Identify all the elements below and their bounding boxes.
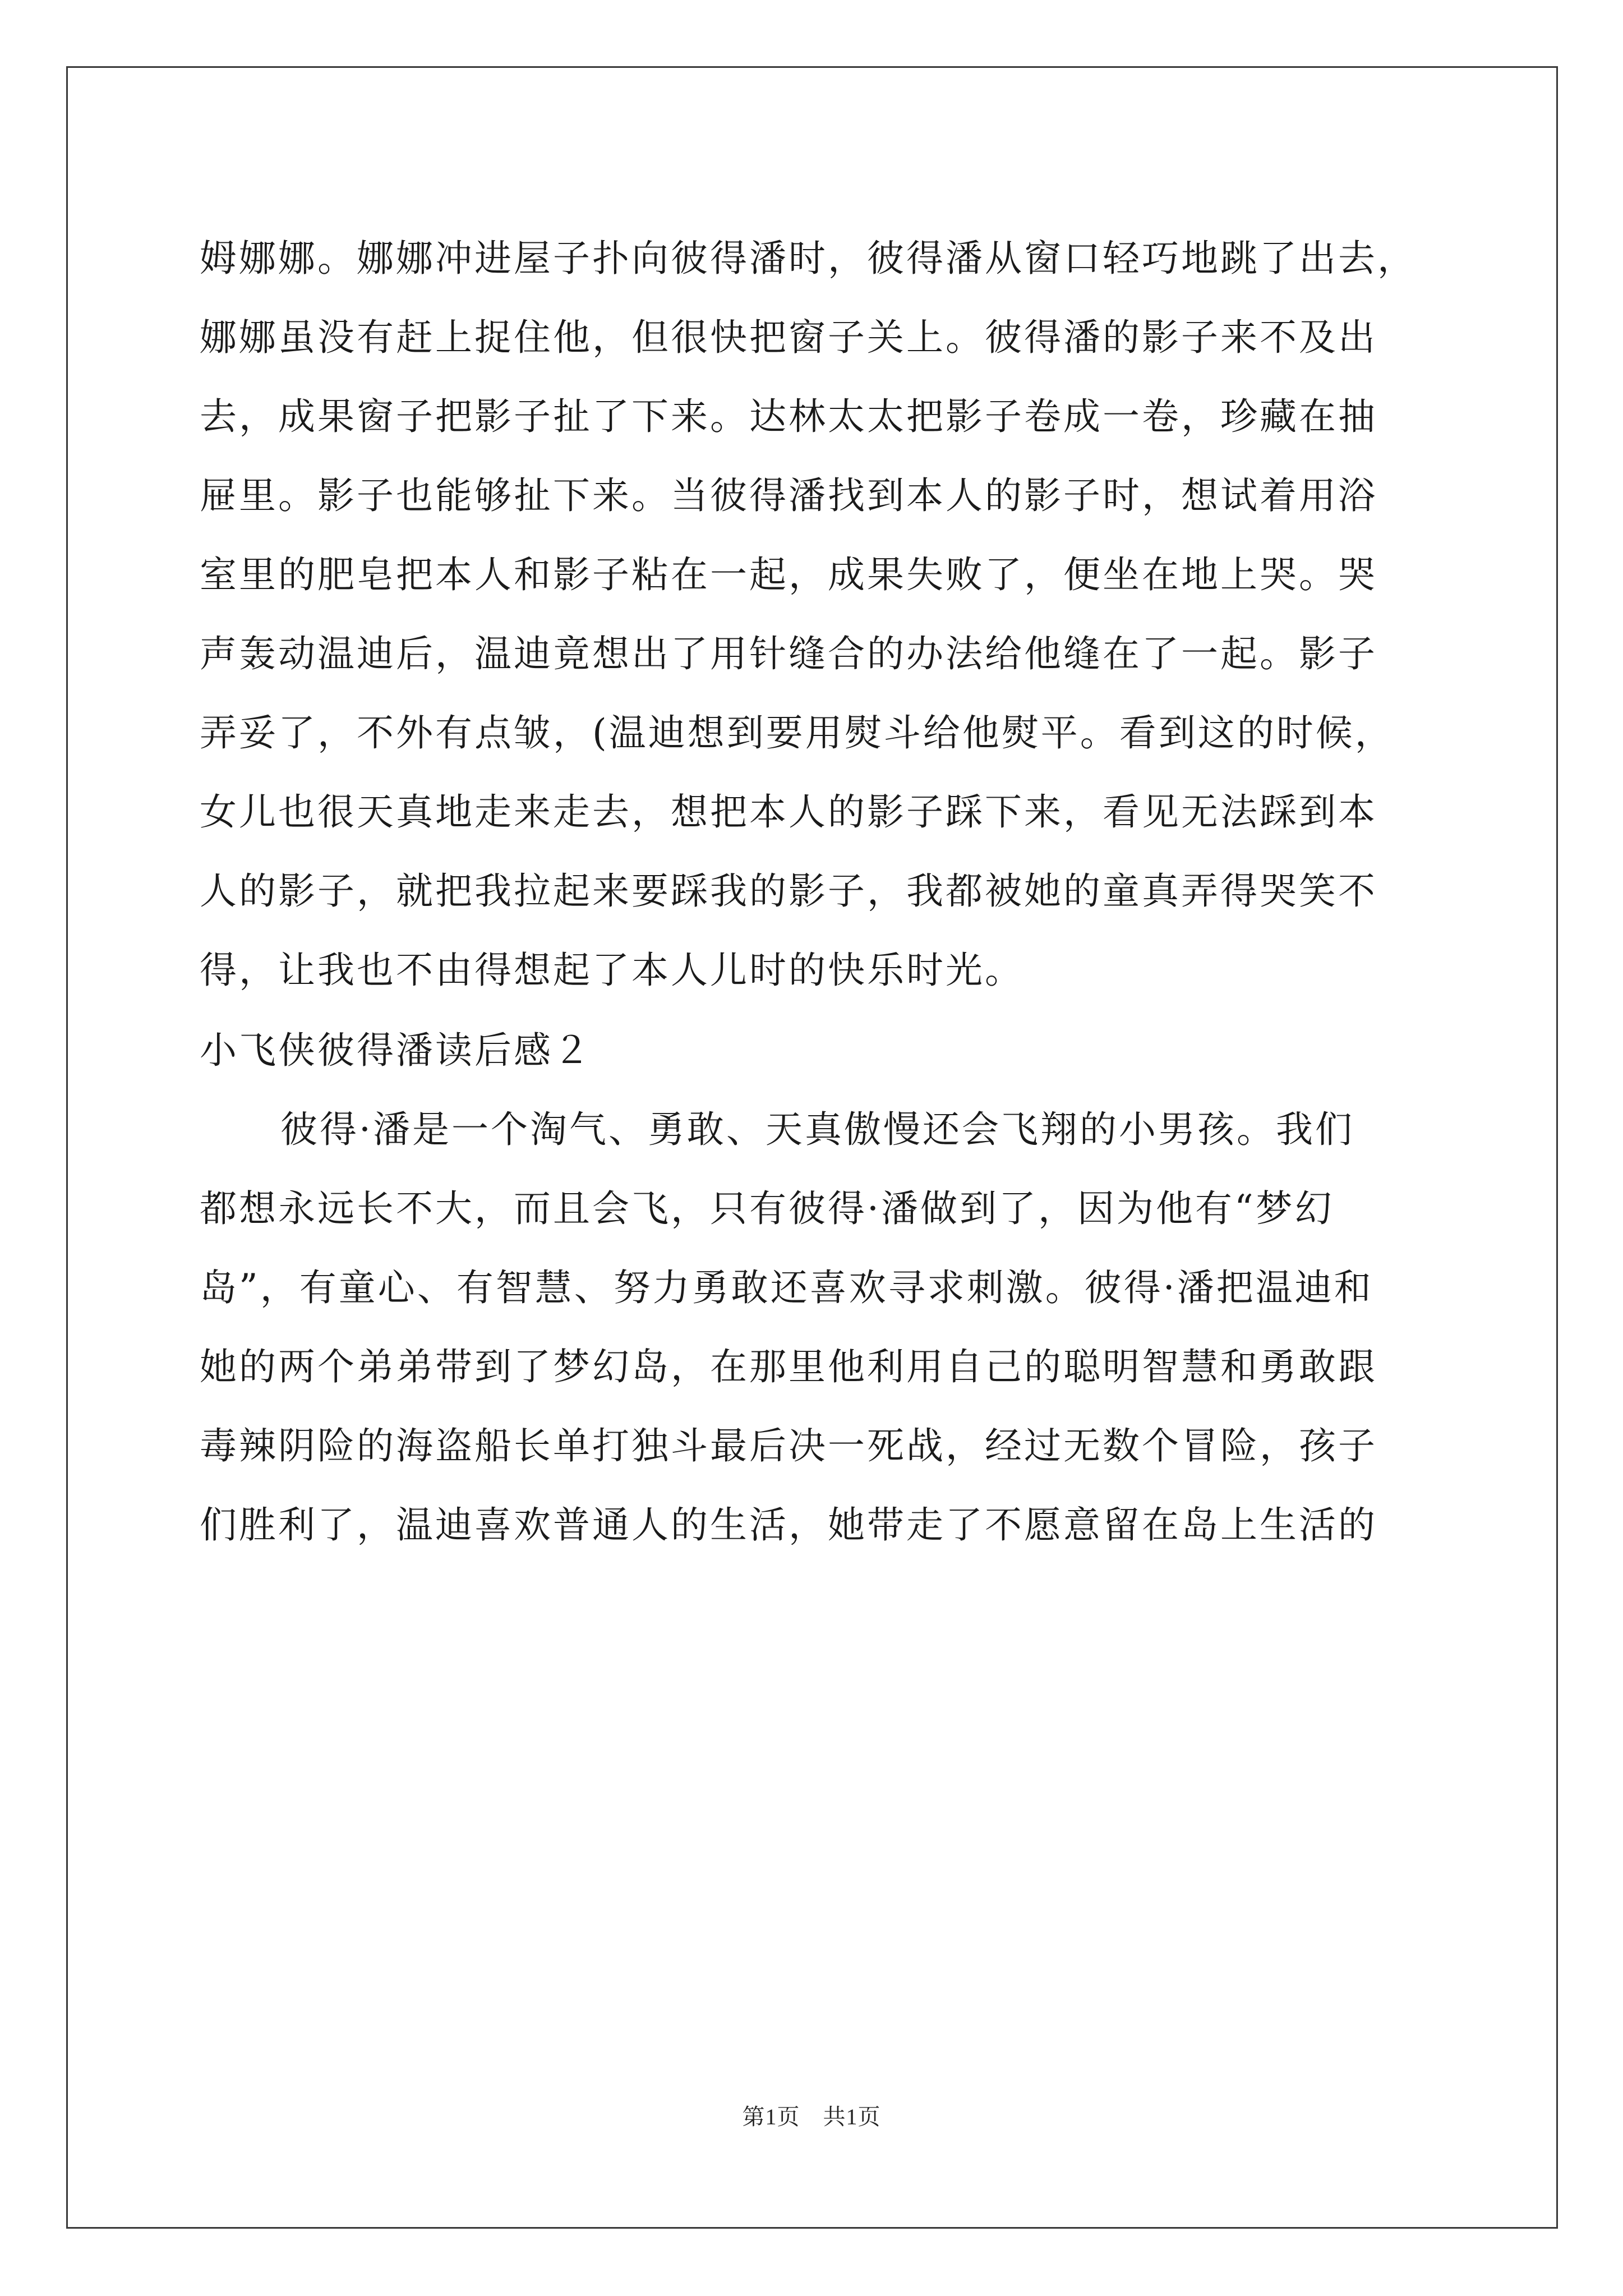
text-line: 得，让我也不由得想起了本人儿时的快乐时光。 <box>200 949 1024 992</box>
paragraph-1 <box>200 219 1439 1010</box>
text-line: 岛”，有童心、有智慧、努力勇敢还喜欢寻求刺激。彼得·潘把温迪和 <box>200 1266 1373 1309</box>
section-heading: 小飞侠彼得潘读后感２ <box>200 1029 592 1072</box>
text-line: 姆娜娜。娜娜冲进屋子扑向彼得潘时，彼得潘从窗口轻巧地跳了出去， <box>200 237 1417 280</box>
text-line: 女儿也很天真地走来走去，想把本人的影子踩下来，看见无法踩到本 <box>200 790 1377 834</box>
text-line: 毒辣阴险的海盗船长单打独斗最后决一死战，经过无数个冒险，孩子 <box>200 1424 1377 1467</box>
text-line: 人的影子，就把我拉起来要踩我的影子，我都被她的童真弄得哭笑不 <box>200 869 1377 913</box>
text-line: 娜娜虽没有赶上捉住他，但很快把窗子关上。彼得潘的影子来不及出 <box>200 316 1377 359</box>
text-line: 屉里。影子也能够扯下来。当彼得潘找到本人的影子时，想试着用浴 <box>200 474 1377 517</box>
text-line: 声轰动温迪后，温迪竟想出了用针缝合的办法给他缝在了一起。影子 <box>200 632 1377 675</box>
text-line: 彼得·潘是一个淘气、勇敢、天真傲慢还会飞翔的小男孩。我们 <box>280 1108 1354 1151</box>
text-line: 弄妥了，不外有点皱，(温迪想到要用熨斗给他熨平。看到这的时候， <box>200 711 1394 754</box>
text-line: 她的两个弟弟带到了梦幻岛，在那里他利用自己的聪明智慧和勇敢跟 <box>200 1345 1377 1388</box>
text-line: 去，成果窗子把影子扯了下来。达林太太把影子卷成一卷，珍藏在抽 <box>200 395 1377 438</box>
text-line: 室里的肥皂把本人和影子粘在一起，成果失败了，便坐在地上哭。哭 <box>200 553 1377 596</box>
document-body <box>200 219 1439 1565</box>
text-line: 们胜利了，温迪喜欢普通人的生活，她带走了不愿意留在岛上生活的 <box>200 1503 1377 1547</box>
page-number-footer: 第1页 共1页 <box>742 2104 881 2129</box>
paragraph-2 <box>200 1090 1439 1565</box>
text-line: 都想永远长不大，而且会飞，只有彼得·潘做到了，因为他有“梦幻 <box>200 1187 1334 1230</box>
